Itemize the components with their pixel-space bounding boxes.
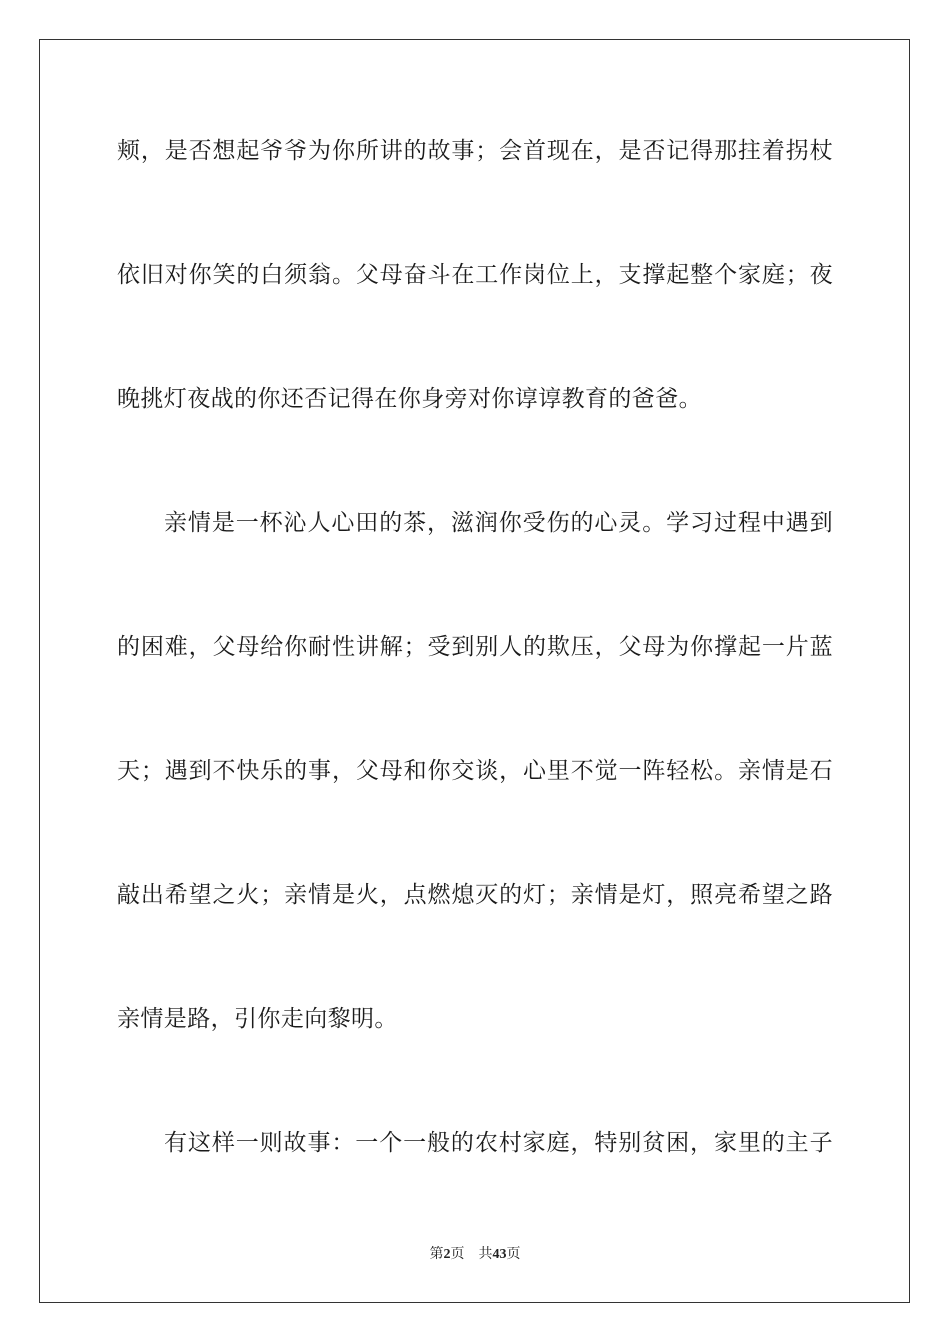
total-pages: 43 <box>492 1247 507 1262</box>
page-number: 2 <box>443 1247 451 1262</box>
paragraph-line-4: 亲情是一杯沁人心田的茶，滋润你受伤的心灵。学习过程中遇到 <box>164 510 833 536</box>
page-prefix: 第 <box>429 1247 444 1262</box>
total-prefix: 共 <box>478 1247 493 1262</box>
page-border <box>39 39 910 1303</box>
paragraph-line-7: 敲出希望之火；亲情是火，点燃熄灭的灯；亲情是灯，照亮希望之路 <box>117 882 833 908</box>
paragraph-line-3: 晚挑灯夜战的你还否记得在你身旁对你谆谆教育的爸爸。 <box>117 386 702 412</box>
paragraph-line-9: 有这样一则故事：一个一般的农村家庭，特别贫困，家里的主子 <box>164 1130 833 1156</box>
paragraph-line-5: 的困难，父母给你耐性讲解；受到别人的欺压，父母为你撑起一片蓝 <box>117 634 833 660</box>
page-footer <box>0 1246 950 1264</box>
paragraph-line-1: 颊，是否想起爷爷为你所讲的故事；会首现在，是否记得那拄着拐杖 <box>117 138 833 164</box>
paragraph-line-8: 亲情是路，引你走向黎明。 <box>117 1006 398 1032</box>
paragraph-line-2: 依旧对你笑的白须翁。父母奋斗在工作岗位上，支撑起整个家庭；夜 <box>117 262 833 288</box>
paragraph-line-6: 天；遇到不快乐的事，父母和你交谈，心里不觉一阵轻松。亲情是石 <box>117 758 833 784</box>
total-suffix: 页 <box>506 1247 521 1262</box>
page-suffix: 页 <box>450 1247 465 1262</box>
